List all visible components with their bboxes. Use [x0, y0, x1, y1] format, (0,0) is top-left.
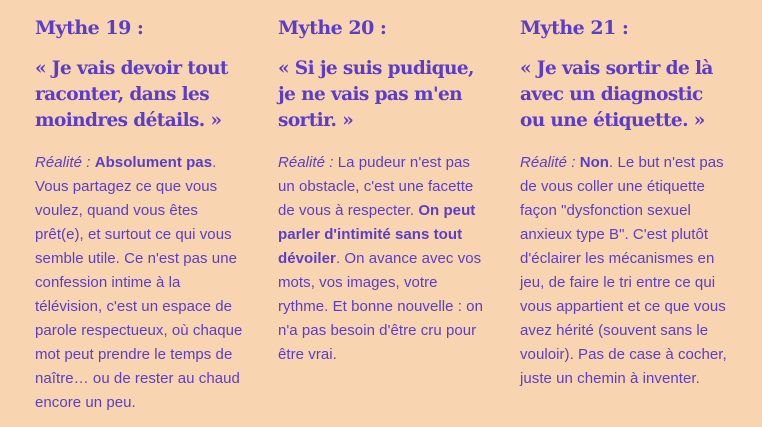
myth-title: Mythe 20 :: [278, 17, 387, 39]
myth-card-21: [520, 14, 730, 391]
myth-reality-text: [520, 151, 730, 391]
myth-reality-text: [278, 151, 488, 367]
reality-body: La pudeur n'est pas un obstacle, c'est une facette de vous à respecter.: [278, 154, 474, 219]
myth-quote: « Si je suis pudique, je ne vais pas m'en sortir. »: [278, 58, 474, 131]
myth-quote: « Je vais devoir tout raconter, dans les moindres détails. »: [35, 58, 228, 131]
myth-reality-text: [35, 151, 245, 415]
reality-label: Réalité :: [35, 154, 91, 171]
myth-title: Mythe 19 :: [35, 17, 144, 39]
reality-highlight: On peut parler d'intimité sans tout dévoiler: [278, 202, 476, 267]
myth-title: Mythe 21 :: [520, 17, 629, 39]
reality-label: Réalité :: [520, 154, 576, 171]
reality-body-end: . On avance avec vos mots, vos images, votre rythme. Et bonne nouvelle : on n'a pas besoin d'être cru pour être vrai.: [278, 250, 483, 363]
reality-answer: Absolument pas: [94, 154, 213, 171]
reality-body: . Vous partagez ce que vous voulez, quand vous êtes prêt(e), et surtout ce qui vous semble utile. Ce n'est pas une confession intime à la télévision, c'est un espace de parole respectueux, où chaque mot peut prendre le temps de naître… ou de rester au chaud encore un peu.: [35, 154, 243, 411]
reality-body: . Le but n'est pas de vous coller une étiquette façon "dysfonction sexuel anxieux type B". C'est plutôt d'éclairer les mécanismes en jeu, de faire le tri entre ce qui vous appartient et ce que vous avez hérité (souvent sans le vouloir). Pas de case à cocher, juste un chemin à inventer.: [520, 154, 727, 387]
reality-answer: Non: [579, 154, 610, 171]
myth-card-20: [278, 14, 488, 367]
myth-quote: « Je vais sortir de là avec un diagnostic ou une étiquette. »: [520, 58, 713, 131]
reality-label: Réalité :: [278, 154, 334, 171]
myth-card-19: [35, 14, 245, 415]
